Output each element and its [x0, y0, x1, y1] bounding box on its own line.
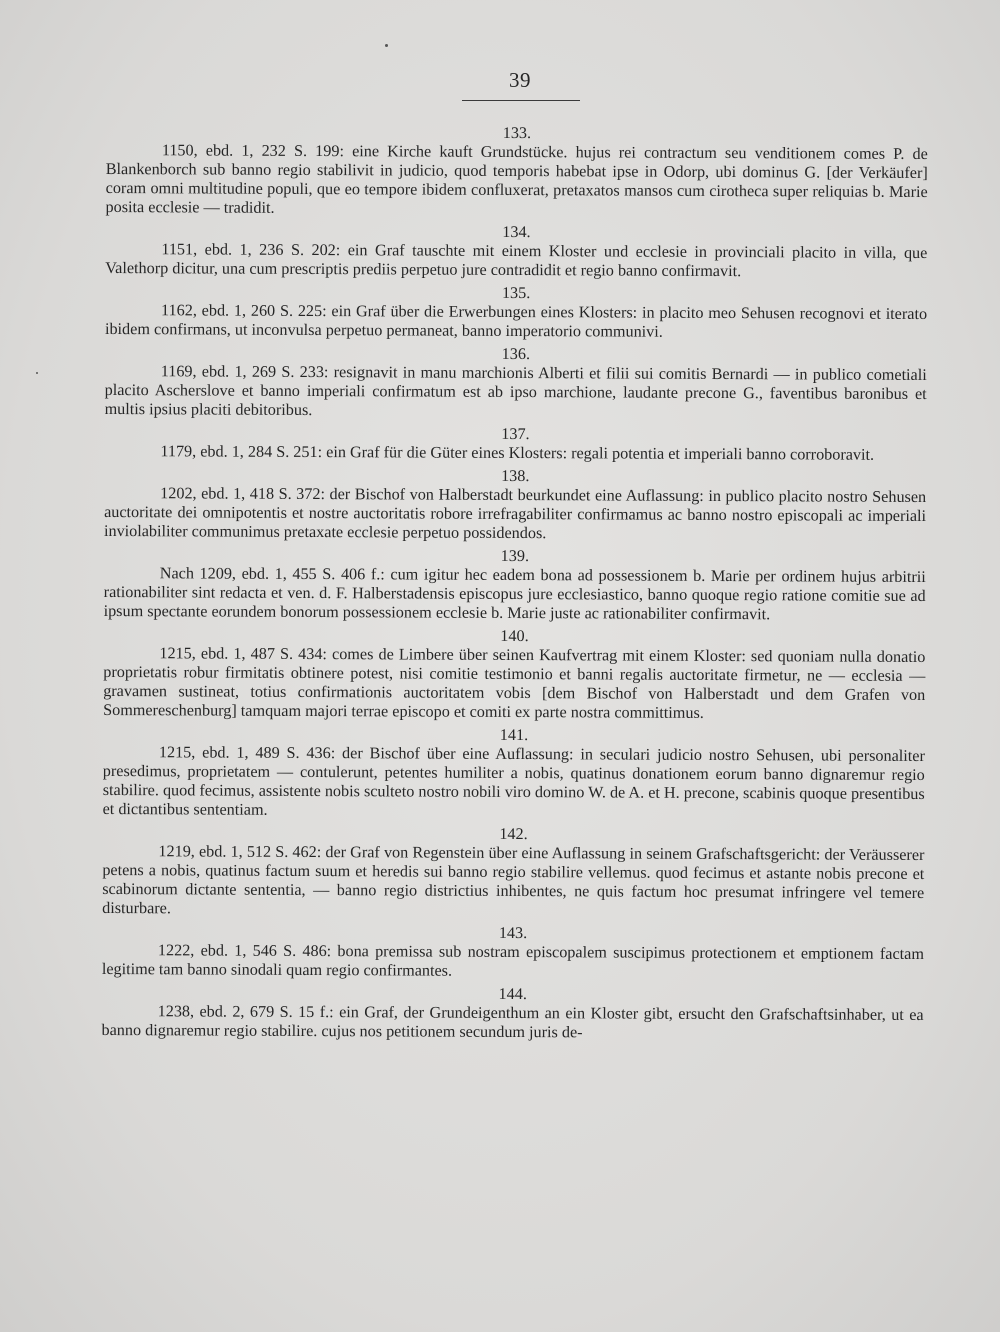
entry-text: 1222, ebd. 1, 546 S. 486: bona premissa sub nostram episcopalem suscipimus protectionem et emptionem factam legitime tam banno sinodali quam regio confirmantes.: [101, 941, 924, 980]
entry-number: 136.: [501, 344, 531, 364]
entry-text: 1215, ebd. 1, 489 S. 436: der Bischof über eine Auflassung: in seculari judicio nostro Sehusen, ubi personaliter presedimus, proprietatem — contulerunt, petentes humiliter a nobis, quatinus donationem eorum banno dignaremur regio stabilire. quod fecimus, assistente nobis sculteto nostro nobili viro domino W. de A. et H. precone, scabinis quoque presentibus et dictantibus sententiam.: [102, 743, 925, 819]
entry-number: 142.: [499, 824, 528, 844]
entry: [102, 982, 924, 1044]
entries-list: [102, 121, 928, 1044]
entry-number: 137.: [501, 424, 530, 444]
entry-text: Nach 1209, ebd. 1, 455 S. 406 f.: cum igitur hec eadem bona ad possessionem b. Marie per ordinem hujus arbitrii rationabiliter sint redacta et ven. d. F. Halberstadensis episcopus jure ecclesiastico, banno quoque regio ratione comitie sue ad ipsum spectante eorundem bonorum possessionem ecclesie b. Marie juste ac rationabiliter confirmavit.: [103, 564, 926, 624]
entry: [102, 921, 924, 983]
entry: [104, 544, 926, 625]
entry-text: 1162, ebd. 1, 260 S. 225: ein Graf über die Erwerbungen eines Klosters: in placito meo Sehusen recognovi et iterato ibidem confirmans, ut inconvulsa perpetuo permaneat, banno imperatorio communivi.: [104, 301, 928, 341]
entry-number: 139.: [500, 546, 530, 566]
entry-number: 135.: [501, 283, 531, 303]
entry-text: 1215, ebd. 1, 487 S. 434: comes de Limbere über seinen Kaufvertrag mit einem Kloster: sed quoniam nulla donatio proprietatis robur firmitatis obtinere potest, nisi comitie testimonio et banni regalis auctoritate firmetur, ne — ecclesia — gravamen sustineat, totius confirmationis auctoritatem vobis [dem Bischof von Halberstadt und dem Grafen von Sommereschenburg] tamquam majori terrae episcopo et comiti ex parte nostra committimus.: [103, 644, 926, 722]
entry-text: 1169, ebd. 1, 269 S. 233: resignavit in manu marchionis Alberti et filii sui comitis Bernardi — in publico cometiali placito Ascherslove et banno imperiali confirmatum est ab ipso marchione, laudante precone G., faventibus baronibus et multis ipsius placiti debitoribus.: [104, 362, 927, 420]
entry-text: 1179, ebd. 1, 284 S. 251: ein Graf für die Güter eines Klosters: regali potentia et imperiali banno corroboravit.: [160, 442, 875, 464]
entry-number: 138.: [501, 466, 530, 486]
entry-text: 1150, ebd. 1, 232 S. 199: eine Kirche kauft Grundstücke. hujus rei contractum seu venditionem comes P. de Blankenborch sub banno regio stabilivit in judicio, quod temporis habebat ipse in Odorp, ubi dominus G. [der Verkäufer] coram omni multitudine populi, que eo tempore ibidem confluxerat, pretaxatos mansos cum cirotheca super reliquias b. Marie posita ecclesie — tradidit.: [105, 141, 928, 217]
paper-speck: [385, 44, 388, 47]
page-number: 39: [509, 68, 531, 92]
entry-text: 1219, ebd. 1, 512 S. 462: der Graf von Regenstein über eine Auflassung in seinem Grafschaftsgericht: der Veräusserer petens a nobis, quatinus factum suum et heredis sui banno regio stabilire vellemus. quod fecimus et astante nobis precone et scabinorum dictante sententia, — banno regio districtius inhibentes, ne quis factum hoc presumat infringere vel temere disturbare.: [102, 842, 925, 918]
entry: [103, 624, 925, 724]
entry-number: 144.: [498, 984, 527, 1004]
entry-number: 134.: [502, 222, 531, 242]
entry-text: 1238, ebd. 2, 679 S. 15 f.: ein Graf, der Grundeigenthum an ein Kloster gibt, ersucht den Grafschaftsinhaber, ut ea banno dignaremur regio stabilire. cujus nos petitionem secundum juris de-: [101, 1002, 924, 1042]
entry: [102, 822, 924, 922]
entry: [105, 342, 927, 423]
header-rule: [462, 100, 580, 101]
entry: [105, 281, 927, 343]
entry: [104, 464, 926, 545]
entry-number: 143.: [498, 923, 528, 943]
paper-speck: [36, 372, 38, 374]
entry-text: 1151, ebd. 1, 236 S. 202: ein Graf tauschte mit einem Kloster und ecclesie in provinciali placito in villa, que Valethorp dicitur, una cum prescriptis prediis perpetuo jure contradidit et regio banno confirmavit.: [105, 240, 928, 281]
entry: [104, 422, 926, 465]
entry-text: 1202, ebd. 1, 418 S. 372: der Bischof von Halberstadt beurkundet eine Auflassung: in publico placito nostro Sehusen auctoritate dei omnipotentis et nostre auctoritatis robore irrefragabiliter confirmamus ac banno nostro episcopali ac imperiali inviolabiliter communimus pretaxate ecclesie perpetuo possidendos.: [103, 484, 927, 543]
entry-number: 133.: [502, 123, 532, 143]
entry: [106, 121, 928, 221]
entry: [103, 723, 925, 823]
entry-number: 141.: [499, 725, 529, 745]
entry-number: 140.: [500, 626, 529, 646]
entry: [105, 220, 927, 282]
